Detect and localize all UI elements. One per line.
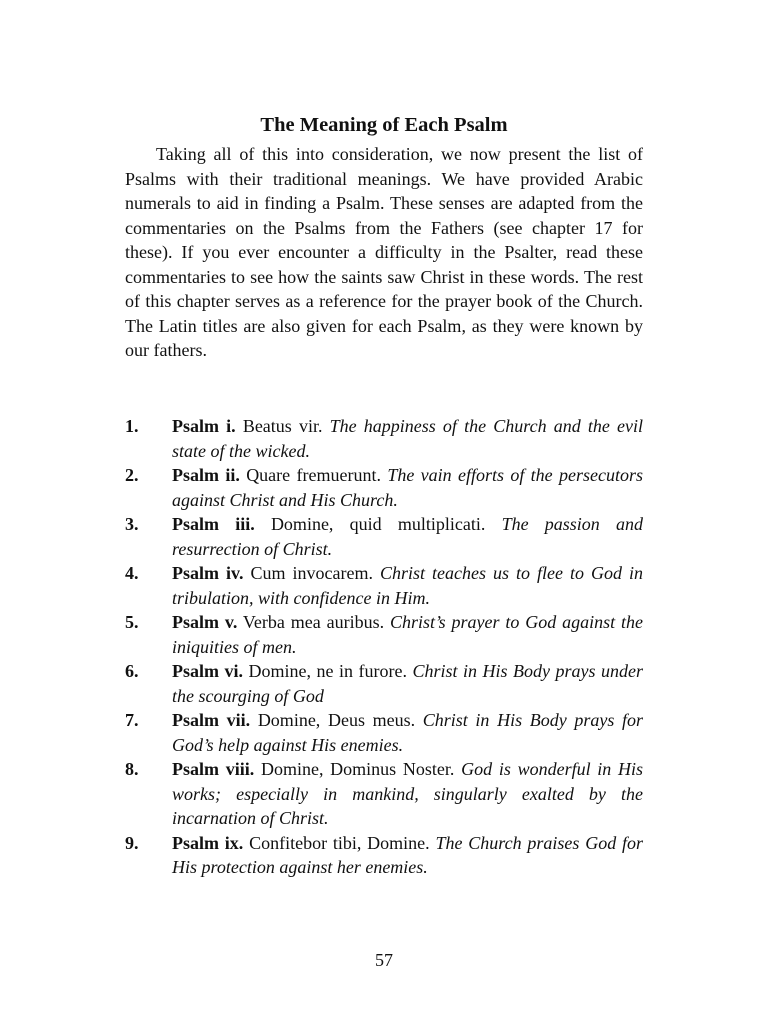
psalm-list-item — [125, 463, 643, 512]
psalm-list-item — [125, 831, 643, 880]
list-number: 2. — [125, 465, 139, 485]
psalm-meaning: The happiness of the Church and the evil state of the wicked. — [172, 416, 644, 461]
intro-paragraph: Taking all of this into consideration, we now present the list of Psalms with their traditional meanings. We have provided Arabic numerals to aid in finding a Psalm. These senses are adapted from the commentaries on the Psalms from the Fathers (see chapter 17 for these). If you ever encounter a difficulty in the Psalter, read these commentaries to see how the saints saw Christ in these words. The rest of this chapter serves as a reference for the prayer book of the Church. The Latin titles are also given for each Psalm, as they were known by our fathers. — [125, 144, 643, 360]
list-number: 9. — [125, 832, 139, 853]
psalm-latin-title: Domine, Dominus Noster. — [260, 759, 455, 779]
list-number: 5. — [125, 612, 139, 632]
list-number: 7. — [125, 710, 139, 730]
psalm-list-item — [125, 512, 643, 561]
list-number: 3. — [125, 514, 139, 534]
psalm-meaning: Christ teaches us to flee to God in tribulation, with confidence in Him. — [172, 563, 644, 608]
psalm-list-item — [125, 561, 643, 610]
psalm-meaning: The Church praises God for His protection against her enemies. — [172, 832, 643, 877]
psalm-meaning: Christ in His Body prays for God’s help against His enemies. — [172, 710, 644, 755]
psalm-label: Psalm i. — [172, 416, 236, 436]
psalm-list-item — [125, 414, 643, 463]
psalm-latin-title: Verba mea auribus. — [242, 612, 385, 632]
psalm-meaning: Christ’s prayer to God against the iniquities of men. — [172, 612, 643, 657]
psalm-latin-title: Beatus vir. — [242, 416, 323, 436]
psalm-label: Psalm ix. — [172, 832, 244, 853]
list-number: 1. — [125, 416, 139, 436]
page-number: 57 — [375, 950, 393, 970]
psalm-latin-title: Domine, Deus meus. — [257, 710, 416, 730]
psalm-meaning: The passion and resurrection of Christ. — [172, 514, 644, 559]
list-number: 8. — [125, 759, 139, 779]
psalm-label: Psalm v. — [172, 612, 238, 632]
psalm-list-item — [125, 757, 643, 831]
psalm-list-item — [125, 708, 643, 757]
psalm-latin-title: Cum invocarem. — [250, 563, 374, 583]
psalm-latin-title: Quare fremuerunt. — [246, 465, 381, 485]
psalm-list-item — [125, 610, 643, 659]
psalm-label: Psalm viii. — [172, 759, 255, 779]
psalm-label: Psalm iv. — [172, 563, 244, 583]
psalm-meaning: The vain efforts of the persecutors against Christ and His Church. — [172, 465, 643, 510]
list-number: 4. — [125, 563, 139, 583]
page-title: The Meaning of Each Psalm — [260, 114, 508, 136]
psalm-label: Psalm vi. — [172, 661, 243, 681]
psalm-latin-title: Domine, quid multiplicati. — [270, 514, 486, 534]
psalm-latin-title: Confitebor tibi, Domine. — [249, 832, 430, 853]
psalm-list-item — [125, 659, 643, 708]
psalm-latin-title: Domine, ne in furore. — [248, 661, 407, 681]
psalm-label: Psalm iii. — [172, 514, 255, 534]
list-number: 6. — [125, 661, 139, 681]
psalm-list — [125, 414, 643, 880]
psalm-label: Psalm vii. — [172, 710, 251, 730]
psalm-label: Psalm ii. — [172, 465, 240, 485]
psalm-meaning: Christ in His Body prays under the scourging of God — [172, 661, 644, 706]
psalm-meaning: God is wonderful in His works; especially in mankind, singularly exalted by the incarnation of Christ. — [172, 759, 644, 828]
page-content — [125, 108, 644, 877]
